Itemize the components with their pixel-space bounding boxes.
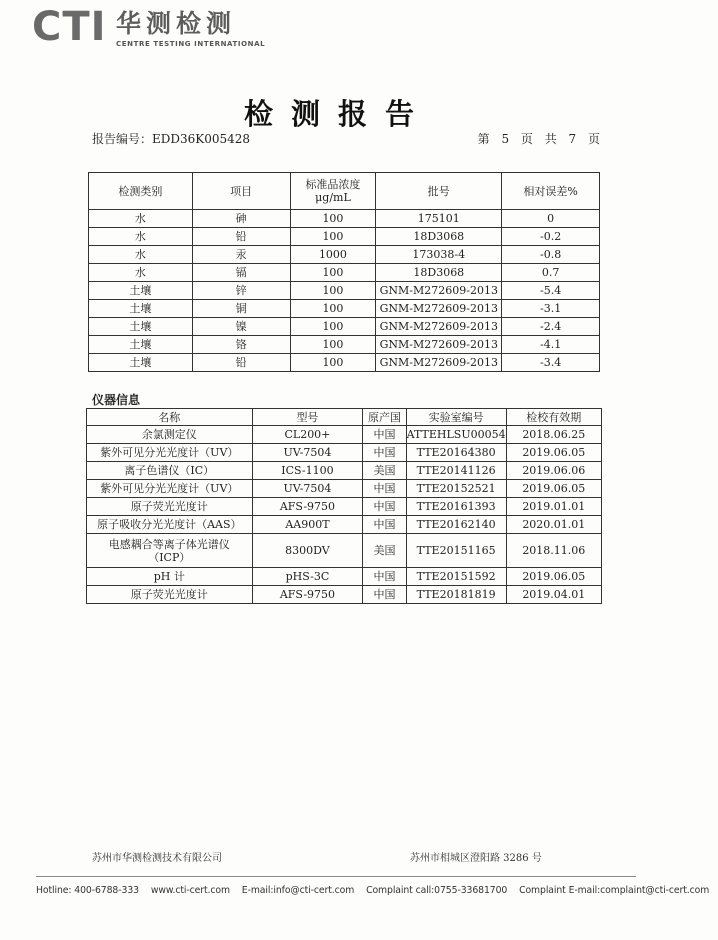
accuracy-cell: GNM-M272609-2013 <box>376 354 502 372</box>
instrument-row <box>87 534 602 568</box>
accuracy-cell: GNM-M272609-2013 <box>376 300 502 318</box>
accuracy-row <box>89 336 600 354</box>
email-link[interactable]: E-mail:info@cti-cert.com <box>241 885 355 896</box>
instrument-cell: 中国 <box>363 516 406 534</box>
accuracy-cell: 173038-4 <box>376 246 502 264</box>
instrument-cell: ICS-1100 <box>252 462 363 480</box>
accuracy-cell: 1000 <box>290 246 376 264</box>
instrument-header-cell: 实验室编号 <box>406 409 506 426</box>
report-title: 检测报告 <box>243 97 432 131</box>
instrument-cell: 2019.06.05 <box>506 444 601 462</box>
instrument-row <box>87 444 602 462</box>
instrument-cell: 中国 <box>363 498 406 516</box>
accuracy-cell: 土壤 <box>89 336 193 354</box>
footer-address: 苏州市相城区澄阳路 3286 号 <box>410 853 542 864</box>
instrument-cell: 中国 <box>363 444 406 462</box>
instrument-cell: 电感耦合等离子体光谱仪 （ICP） <box>87 534 253 568</box>
instrument-cell: 中国 <box>363 586 406 604</box>
instrument-cell: 中国 <box>363 480 406 498</box>
accuracy-cell: 铅 <box>192 354 290 372</box>
accuracy-header-cell: 批号 <box>376 173 502 210</box>
instrument-row <box>87 426 602 444</box>
instrument-cell: 2019.06.06 <box>506 462 601 480</box>
accuracy-cell: -4.1 <box>502 336 600 354</box>
logo-mark: CTI <box>32 4 107 50</box>
accuracy-cell: 175101 <box>376 210 502 228</box>
instrument-table <box>86 408 602 604</box>
logo-chinese-name: 华测检测 <box>116 9 237 38</box>
instrument-cell: 原子荧光光度计 <box>87 586 253 604</box>
accuracy-cell: GNM-M272609-2013 <box>376 318 502 336</box>
accuracy-cell: 土壤 <box>89 282 193 300</box>
accuracy-row <box>89 246 600 264</box>
accuracy-cell: GNM-M272609-2013 <box>376 282 502 300</box>
instrument-cell: 美国 <box>363 462 406 480</box>
instrument-cell: CL200+ <box>252 426 363 444</box>
instrument-header-cell: 原产国 <box>363 409 406 426</box>
instrument-cell: 离子色谱仪（IC） <box>87 462 253 480</box>
accuracy-cell: -2.4 <box>502 318 600 336</box>
accuracy-cell: 100 <box>290 228 376 246</box>
instrument-cell: 原子荧光光度计 <box>87 498 253 516</box>
accuracy-cell: 镍 <box>192 318 290 336</box>
instrument-header-cell: 名称 <box>87 409 253 426</box>
instrument-cell: TTE20152521 <box>406 480 506 498</box>
instrument-cell: 2018.11.06 <box>506 534 601 568</box>
website-link[interactable]: www.cti-cert.com <box>150 885 230 896</box>
instrument-cell: TTE20151165 <box>406 534 506 568</box>
accuracy-cell: -5.4 <box>502 282 600 300</box>
accuracy-cell: 铅 <box>192 228 290 246</box>
instrument-cell: 8300DV <box>252 534 363 568</box>
accuracy-cell: 0 <box>502 210 600 228</box>
instrument-cell: TTE20151592 <box>406 568 506 586</box>
instrument-cell: AA900T <box>252 516 363 534</box>
instrument-section-title: 仪器信息 <box>92 393 141 407</box>
accuracy-cell: 砷 <box>192 210 290 228</box>
instrument-cell: TTE20162140 <box>406 516 506 534</box>
accuracy-cell: 锌 <box>192 282 290 300</box>
instrument-cell: 2018.06.25 <box>506 426 601 444</box>
instrument-row <box>87 516 602 534</box>
accuracy-row <box>89 210 600 228</box>
instrument-header-cell: 型号 <box>252 409 363 426</box>
instrument-cell: AFS-9750 <box>252 586 363 604</box>
accuracy-header-cell: 相对误差% <box>502 173 600 210</box>
instrument-cell: ATTEHLSU00054 <box>406 426 506 444</box>
accuracy-cell: 100 <box>290 354 376 372</box>
instrument-cell: TTE20181819 <box>406 586 506 604</box>
accuracy-row <box>89 228 600 246</box>
accuracy-cell: 100 <box>290 282 376 300</box>
accuracy-cell: GNM-M272609-2013 <box>376 336 502 354</box>
accuracy-row <box>89 264 600 282</box>
accuracy-cell: 100 <box>290 318 376 336</box>
accuracy-cell: 18D3068 <box>376 228 502 246</box>
instrument-cell: 紫外可见分光光度计（UV） <box>87 444 253 462</box>
instrument-cell: 紫外可见分光光度计（UV） <box>87 480 253 498</box>
accuracy-cell: -0.8 <box>502 246 600 264</box>
complaint-email-link[interactable]: Complaint E-mail:complaint@cti-cert.com <box>519 885 710 896</box>
accuracy-header-cell: 检测类别 <box>89 173 193 210</box>
accuracy-cell: -3.4 <box>502 354 600 372</box>
instrument-cell: TTE20161393 <box>406 498 506 516</box>
instrument-cell: 美国 <box>363 534 406 568</box>
accuracy-cell: -3.1 <box>502 300 600 318</box>
instrument-cell: UV-7504 <box>252 444 363 462</box>
instrument-cell: pHS-3C <box>252 568 363 586</box>
instrument-header-cell: 检校有效期 <box>506 409 601 426</box>
accuracy-row <box>89 354 600 372</box>
accuracy-cell: 水 <box>89 246 193 264</box>
accuracy-cell: 水 <box>89 228 193 246</box>
accuracy-cell: 水 <box>89 210 193 228</box>
logo-english-name: CENTRE TESTING INTERNATIONAL <box>116 40 266 48</box>
accuracy-cell: 0.7 <box>502 264 600 282</box>
accuracy-cell: 铜 <box>192 300 290 318</box>
accuracy-cell: 100 <box>290 300 376 318</box>
accuracy-cell: 100 <box>290 210 376 228</box>
instrument-cell: 2019.06.05 <box>506 568 601 586</box>
accuracy-cell: 汞 <box>192 246 290 264</box>
instrument-cell: UV-7504 <box>252 480 363 498</box>
instrument-cell: 中国 <box>363 568 406 586</box>
accuracy-cell: 镉 <box>192 264 290 282</box>
accuracy-header-cell: 标准品浓度 μg/mL <box>290 173 376 210</box>
instrument-cell: 2020.01.01 <box>506 516 601 534</box>
accuracy-cell: 100 <box>290 336 376 354</box>
accuracy-table <box>88 172 600 372</box>
instrument-cell: TTE20164380 <box>406 444 506 462</box>
instrument-cell: 中国 <box>363 426 406 444</box>
instrument-row <box>87 462 602 480</box>
instrument-row <box>87 498 602 516</box>
instrument-cell: 原子吸收分光光度计（AAS） <box>87 516 253 534</box>
instrument-row <box>87 480 602 498</box>
instrument-cell: pH 计 <box>87 568 253 586</box>
report-number: 报告编号：EDD36K005428 <box>92 132 251 146</box>
accuracy-row <box>89 282 600 300</box>
instrument-cell: AFS-9750 <box>252 498 363 516</box>
footer-contact <box>36 885 718 896</box>
accuracy-cell: 100 <box>290 264 376 282</box>
instrument-row <box>87 568 602 586</box>
instrument-cell: 2019.04.01 <box>506 586 601 604</box>
instrument-cell: 2019.01.01 <box>506 498 601 516</box>
accuracy-cell: -0.2 <box>502 228 600 246</box>
accuracy-row <box>89 318 600 336</box>
accuracy-cell: 土壤 <box>89 318 193 336</box>
instrument-cell: 2019.06.05 <box>506 480 601 498</box>
instrument-row <box>87 586 602 604</box>
instrument-cell: TTE20141126 <box>406 462 506 480</box>
footer-divider <box>36 876 636 877</box>
page-indicator: 第 5 页 共 7 页 <box>477 132 600 146</box>
accuracy-cell: 土壤 <box>89 300 193 318</box>
footer-company: 苏州市华测检测技术有限公司 <box>92 853 222 864</box>
accuracy-cell: 铬 <box>192 336 290 354</box>
accuracy-row <box>89 300 600 318</box>
accuracy-cell: 水 <box>89 264 193 282</box>
instrument-cell: 余氯测定仪 <box>87 426 253 444</box>
hotline: Hotline: 400-6788-333 <box>36 885 139 896</box>
accuracy-header-cell: 项目 <box>192 173 290 210</box>
accuracy-cell: 土壤 <box>89 354 193 372</box>
accuracy-cell: 18D3068 <box>376 264 502 282</box>
complaint-call: Complaint call:0755-33681700 <box>366 885 508 896</box>
